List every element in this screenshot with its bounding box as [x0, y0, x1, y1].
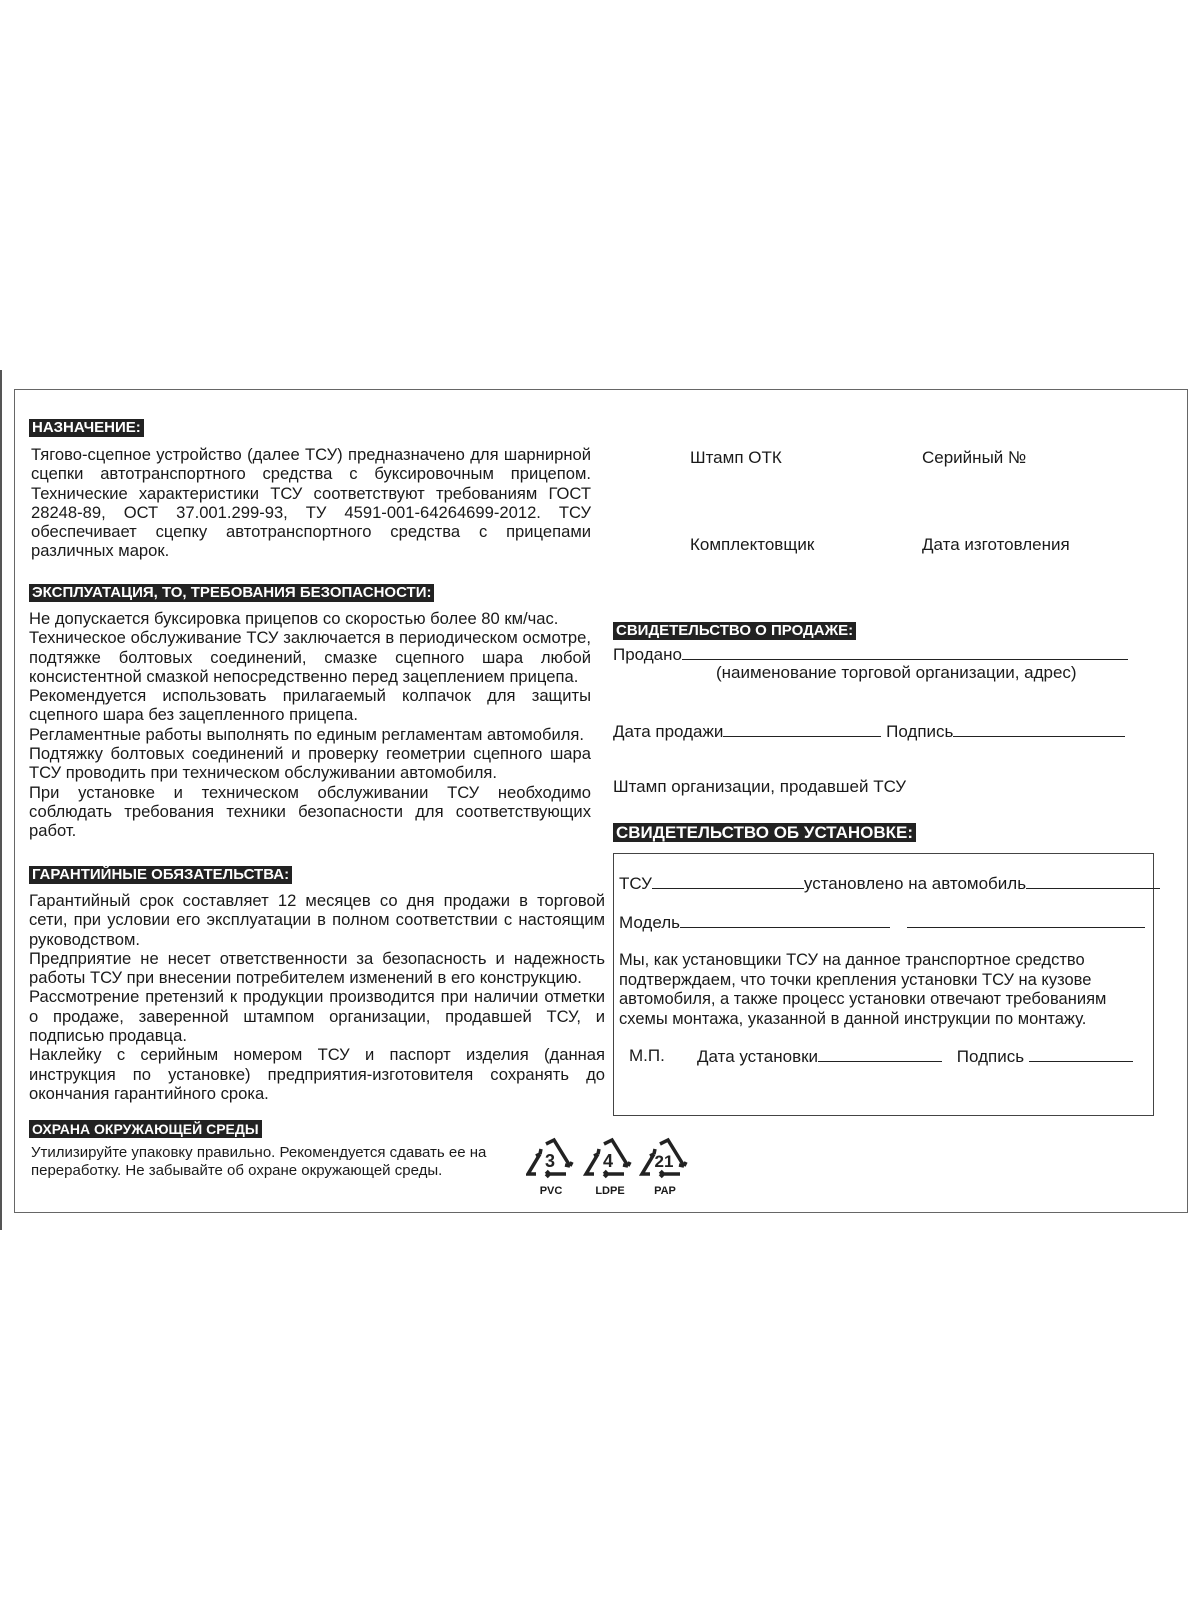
sale-date-field [613, 721, 1125, 742]
operation-header: ЭКСПЛУАТАЦИЯ, ТО, ТРЕБОВАНИЯ БЕЗОПАСНОСТИ: [29, 584, 434, 602]
sold-hint: (наименование торговой организации, адрес) [716, 663, 1077, 682]
environment-text [31, 1144, 521, 1180]
environment-paragraph: Утилизируйте упаковку правильно. Рекомендуется сдавать ее на переработку. Не забывайте об охране окружающей среды. [31, 1144, 487, 1179]
manufacture-date-label: Дата изготовления [922, 535, 1070, 554]
operation-paragraph: Рекомендуется использовать прилагаемый колпачок для защиты сцепного шара без зацепленного прицепа. [29, 686, 591, 725]
purpose-paragraph: Тягово-сцепное устройство (далее ТСУ) предназначено для шарнирной сцепки автотранспортного средства с буксировочным прицепом. Технические характеристики ТСУ соответствуют требованиям ГОСТ 28248-89, ОСТ 37.001.299-93, ТУ 4591-001-64264699-2012. ТСУ обеспечивает сцепку автотранспортного средства с прицепами различных марок. [31, 445, 591, 561]
installation-statement-text: Мы, как установщики ТСУ на данное транспортное средство подтверждаем, что точки крепления установки ТСУ на кузове автомобиля, а также процесс установки отвечают требованиям схемы монтажа, указанной в данной инструкции по монтажу. [619, 951, 1107, 1028]
model-extra-input-line[interactable] [907, 912, 1145, 928]
install-date-label: Дата установки [697, 1047, 819, 1066]
operation-paragraph: Не допускается буксировка прицепов со скоростью более 80 км/час. [29, 609, 559, 628]
tsu-field [619, 873, 1160, 894]
install-date-field [697, 1046, 1133, 1067]
sale-signature-label: Подпись [886, 722, 954, 741]
install-signature-label: Подпись [956, 1047, 1025, 1066]
packer-label: Комплектовщик [690, 535, 815, 554]
recycling-code: LDPE [595, 1185, 625, 1197]
operation-paragraph: При установке и техническом обслуживании ТСУ необходимо соблюдать требования техники безопасности для соответствующих работ. [29, 782, 591, 841]
installation-statement [619, 951, 1134, 1029]
recycling-symbols [526, 1136, 698, 1184]
operation-paragraph: Подтяжку болтовых соединений и проверку геометрии сцепного шара ТСУ проводить при техническом обслуживании автомобиля. [29, 744, 591, 783]
recycling-code: PAP [654, 1185, 676, 1197]
operation-paragraph: Техническое обслуживание ТСУ заключается в периодическом осмотре, подтяжке болтовых соединений, смазке сцепного шара любой консистентной смазкой непосредственно перед зацеплением прицепа. [29, 628, 591, 686]
warranty-paragraph: Гарантийный срок составляет 12 месяцев со дня продажи в торговой сети, при условии его эксплуатации в полном соответствии с настоящим руководством. [29, 891, 605, 949]
warranty-paragraph: Наклейку с серийным номером ТСУ и паспорт изделия (данная инструкция по установке) предприятия-изготовителя сохранять до окончания гарантийного срока. [29, 1045, 605, 1103]
install-date-input-line[interactable] [818, 1046, 942, 1062]
model-field [619, 912, 1145, 933]
sold-input-line[interactable] [682, 644, 1128, 660]
sale-date-input-line[interactable] [723, 721, 881, 737]
purpose-text [31, 445, 591, 561]
warranty-text [29, 891, 605, 1103]
page-edge-line [0, 370, 2, 1230]
sale-signature-input-line[interactable] [953, 721, 1125, 737]
otk-stamp-label: Штамп ОТК [690, 448, 782, 467]
org-stamp-label: Штамп организации, продавшей ТСУ [613, 777, 907, 796]
recycling-number: 21 [654, 1152, 674, 1171]
car-input-line[interactable] [1026, 873, 1160, 889]
installation-header: СВИДЕТЕЛЬСТВО ОБ УСТАНОВКЕ: [613, 823, 916, 842]
install-signature-input-line[interactable] [1029, 1046, 1133, 1062]
tsu-input-line[interactable] [652, 873, 804, 889]
environment-header: ОХРАНА ОКРУЖАЮЩЕЙ СРЕДЫ [29, 1120, 262, 1138]
sold-label: Продано [613, 645, 682, 664]
serial-number-label: Серийный № [922, 448, 1027, 467]
installed-on-label: установлено на автомобиль [803, 874, 1027, 893]
operation-paragraph: Регламентные работы выполнять по единым регламентам автомобиля. [29, 724, 585, 744]
sold-field [613, 644, 1128, 665]
tsu-label: ТСУ [619, 874, 652, 893]
operation-text [29, 609, 591, 841]
model-label: Модель [619, 913, 681, 932]
warranty-header: ГАРАНТИЙНЫЕ ОБЯЗАТЕЛЬСТВА: [29, 866, 292, 884]
recycling-number: 4 [602, 1151, 614, 1171]
warranty-paragraph: Рассмотрение претензий к продукции производится при наличии отметки о продаже, заверенной штампом организации, продавшей ТСУ, и подписью продавца. [29, 987, 605, 1046]
sale-date-label: Дата продажи [613, 722, 724, 741]
sale-header: СВИДЕТЕЛЬСТВО О ПРОДАЖЕ: [613, 622, 856, 640]
recycling-code: PVC [539, 1185, 563, 1197]
warranty-paragraph: Предприятие не несет ответственности за безопасность и надежность работы ТСУ при внесении потребителем изменений в его конструкцию. [29, 948, 605, 988]
purpose-header: НАЗНАЧЕНИЕ: [29, 419, 144, 437]
recycling-number: 3 [544, 1151, 556, 1171]
model-input-line[interactable] [680, 912, 890, 928]
seal-label: М.П. [629, 1046, 665, 1065]
